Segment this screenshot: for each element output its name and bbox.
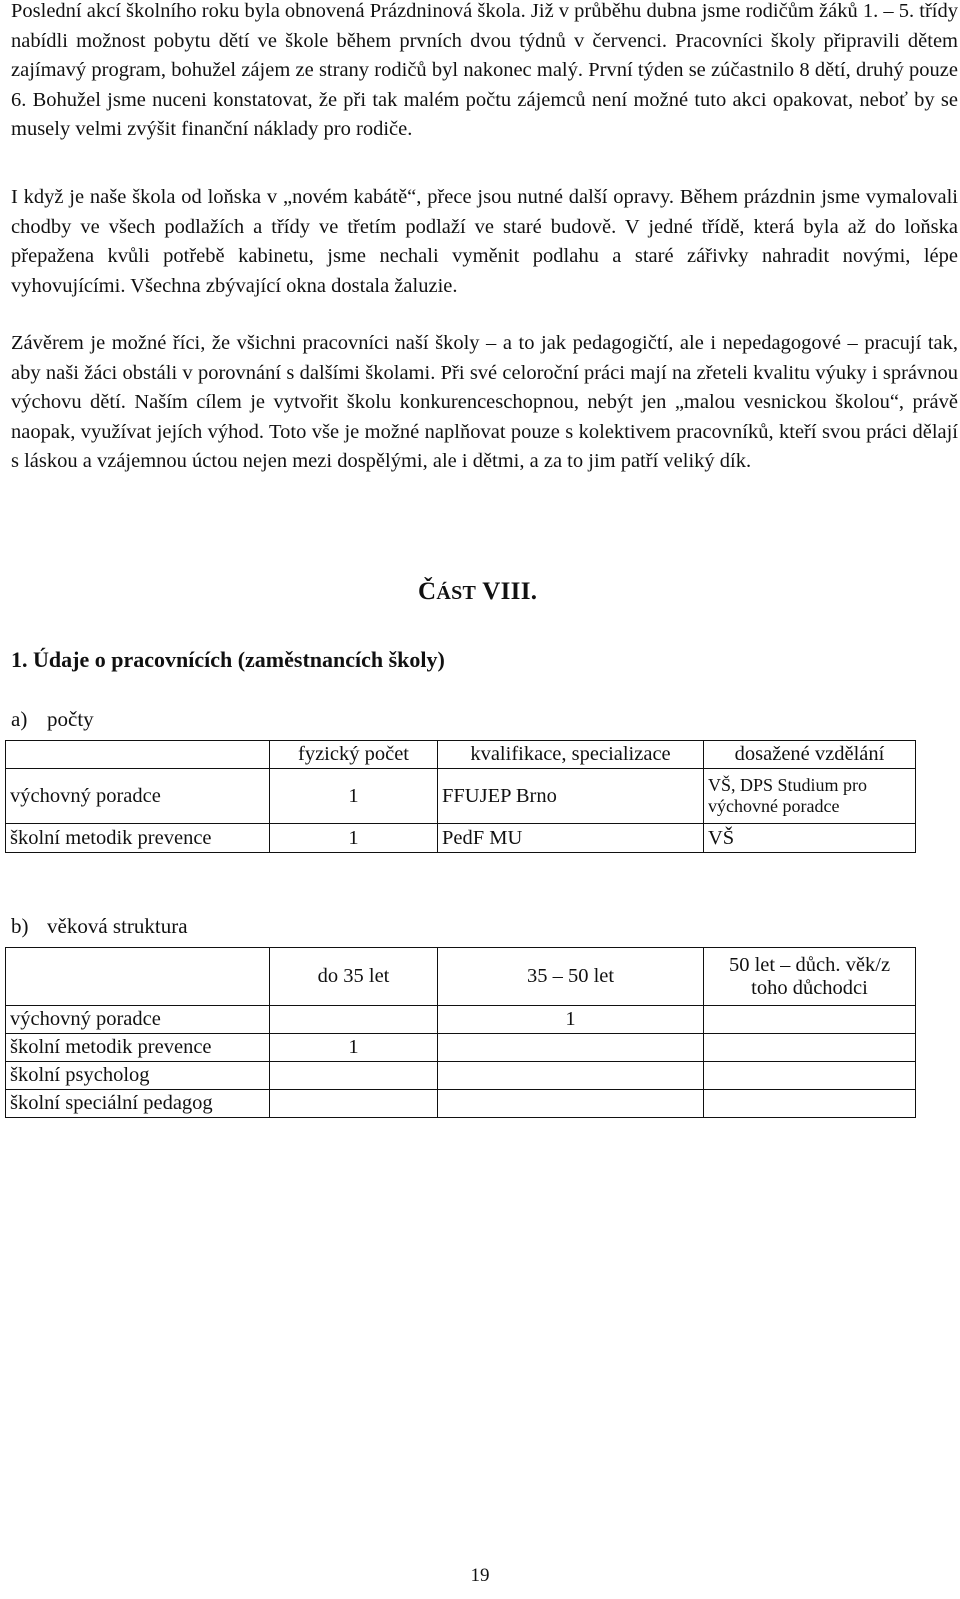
table-cell: FFUJEP Brno bbox=[438, 769, 704, 824]
table-cell: školní speciální pedagog bbox=[6, 1090, 270, 1118]
counts-header-cell: kvalifikace, specializace bbox=[438, 741, 704, 769]
table-row bbox=[6, 824, 916, 853]
part-heading-number: VIII. bbox=[482, 578, 538, 605]
paragraph-summer-school: Poslední akcí školního roku byla obnovená Prázdninová škola. Již v průběhu dubna jsme rodičům žáků 1. – 5. třídy nabídli možnost pobytu dětí ve škole během prvních dvou týdnů v červenci. Pracovníci školy připravili dětem zajímavý program, bohužel zájem ze strany rodičů byl nakonec malý. První týden se zúčastnilo 8 dětí, druhý pouze 6. Bohužel jsme nuceni konstatovat, že při tak malém počtu zájemců není možné tuto akci opakovat, neboť by se musely velmi zvýšit finanční náklady pro rodiče. bbox=[11, 0, 958, 140]
counts-table bbox=[5, 740, 916, 853]
table-row bbox=[6, 1034, 916, 1062]
part-heading-rest: ÁST bbox=[436, 582, 477, 604]
counts-label-letter: a) bbox=[11, 707, 28, 731]
paragraph-repairs: I když je naše škola od loňska v „novém kabátě“, přece jsou nutné další opravy. Během prázdnin jsme vymalovali chodby ve všech podlažích a třídy ve třetím podlaží ve staré budově. V jedné třídě, která byla až do loňska přepažena kvůli potřebě kabinetu, jsme nechali vyměnit podlahu a staré zářivky nahradit novými, lépe vyhovujícími. Všechna zbývající okna dostala žaluzie. bbox=[11, 186, 958, 297]
age-header-line: 50 let – důch. věk/z bbox=[728, 953, 891, 976]
part-heading bbox=[418, 578, 537, 606]
table-cell bbox=[270, 1006, 438, 1034]
table-cell: VŠ bbox=[704, 824, 916, 853]
table-cell bbox=[704, 1090, 916, 1118]
table-cell bbox=[704, 1006, 916, 1034]
page-number: 19 bbox=[470, 1565, 490, 1586]
table-cell: školní metodik prevence bbox=[6, 824, 270, 853]
education-line: VŠ, DPS Studium pro bbox=[708, 775, 868, 795]
table-cell: 1 bbox=[438, 1006, 704, 1034]
age-header-cell bbox=[704, 948, 916, 1006]
table-cell bbox=[438, 1062, 704, 1090]
counts-label bbox=[11, 707, 94, 732]
counts-header-cell: fyzický počet bbox=[270, 741, 438, 769]
staff-section-heading: 1. Údaje o pracovnících (zaměstnancích školy) bbox=[11, 647, 445, 672]
table-cell: 1 bbox=[270, 1034, 438, 1062]
counts-header-cell bbox=[6, 741, 270, 769]
table-cell bbox=[438, 1034, 704, 1062]
table-cell bbox=[270, 1062, 438, 1090]
table-cell: 1 bbox=[270, 769, 438, 824]
age-label-letter: b) bbox=[11, 914, 29, 938]
counts-label-text: počty bbox=[47, 707, 94, 731]
table-cell: školní psycholog bbox=[6, 1062, 270, 1090]
table-row bbox=[6, 769, 916, 824]
table-cell: školní metodik prevence bbox=[6, 1034, 270, 1062]
part-heading-initial: Č bbox=[418, 578, 437, 605]
age-header-line: toho důchodci bbox=[751, 976, 868, 999]
age-label bbox=[11, 914, 188, 939]
age-header-row bbox=[6, 948, 916, 1006]
age-label-text: věková struktura bbox=[47, 914, 188, 938]
table-cell-education bbox=[704, 769, 916, 824]
education-line: výchovné poradce bbox=[708, 796, 840, 816]
table-cell bbox=[438, 1090, 704, 1118]
counts-header-row bbox=[6, 741, 916, 769]
age-header-cell bbox=[6, 948, 270, 1006]
age-header-cell: do 35 let bbox=[270, 948, 438, 1006]
age-header-cell: 35 – 50 let bbox=[438, 948, 704, 1006]
table-cell: 1 bbox=[270, 824, 438, 853]
table-cell bbox=[704, 1062, 916, 1090]
table-cell: výchovný poradce bbox=[6, 1006, 270, 1034]
counts-header-cell: dosažené vzdělání bbox=[704, 741, 916, 769]
table-row bbox=[6, 1062, 916, 1090]
paragraph-conclusion: Závěrem je možné říci, že všichni pracovníci naší školy – a to jak pedagogičtí, ale i nepedagogové – pracují tak, aby naši žáci obstáli v porovnání s dalšími školami. Při své celoroční práci mají na zřeteli kvalitu výuky i správnou výchovu dětí. Naším cílem je vytvořit školu konkurenceschopnou, nebýt jen „malou vesnickou školou“, právě naopak, využívat jejích výhod. Toto vše je možné naplňovat pouze s kolektivem pracovníků, kteří svou práci dělají s láskou a vzájemnou úctou nejen mezi dospělými, ale i dětmi, a za to jim patří veliký dík. bbox=[11, 332, 958, 472]
table-cell: PedF MU bbox=[438, 824, 704, 853]
table-row bbox=[6, 1006, 916, 1034]
table-row bbox=[6, 1090, 916, 1118]
age-table bbox=[5, 947, 916, 1118]
table-cell bbox=[704, 1034, 916, 1062]
table-cell: výchovný poradce bbox=[6, 769, 270, 824]
table-cell bbox=[270, 1090, 438, 1118]
